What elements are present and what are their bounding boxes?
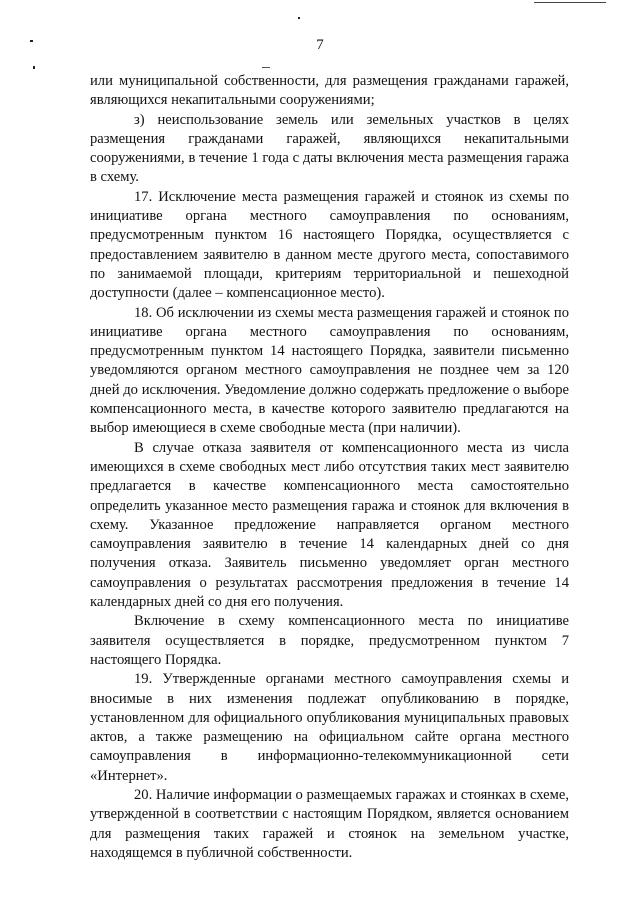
paragraph-item-18-inclusion: Включение в схему компенсационного места по инициативе заявителя осуществляется в порядке, предусмотренном пунктом 7 настоящего Порядка. (90, 613, 569, 668)
paragraph-item-17: 17. Исключение места размещения гаражей и стоянок из схемы по инициативе органа местного самоуправления по основаниям, предусмотренным пунктом 16 настоящего Порядка, осуществляется с предоставлением заявителю в данном месте другого места, сопоставимого по занимаемой площади, критериям территориальной и пешеходной доступности (далее – компенсационное место). (90, 188, 569, 302)
scan-artifact-dot (298, 17, 300, 19)
scan-artifact-dot (33, 66, 35, 69)
scan-artifact-line (534, 2, 606, 3)
paragraph-item-18-refusal: В случае отказа заявителя от компенсационного места из числа имеющихся в схеме свободных мест либо отсутствия таких мест заявителю предлагается в качестве компенсационного места самостоятельно определить указанное место размещения гаража и стоянок для включения в схему. Указанное предложение направляется органом местного самоуправления заявителю в течение 14 календарных дней со дня получения отказа. Заявитель письменно уведомляет орган местного самоуправления о результатах рассмотрения предложения в течение 14 календарных дней со дня его получения. (90, 439, 569, 611)
paragraph-item-20: 20. Наличие информации о размещаемых гаражах и стоянках в схеме, утвержденной в соответствии с настоящим Порядком, является основанием для размещения таких гаражей и стоянок на земельном участке, находящемся в публичной собственности. (90, 786, 570, 861)
scan-artifact-dash (262, 67, 270, 68)
paragraph-item-19: 19. Утвержденные органами местного самоуправления схемы и вносимые в них изменения подлежат опубликованию в порядке, установленном для официального опубликования муниципальных правовых актов, а также размещению на официальном сайте органа местного самоуправления в информационно-телекоммуникационной сети «Интернет». (90, 671, 569, 784)
document-body (90, 72, 569, 863)
paragraph-item-18: 18. Об исключении из схемы места размещения гаражей и стоянок по инициативе органа местного самоуправления по основаниям, предусмотренным пунктом 14 настоящего Порядка, заявители письменно уведомляются органом местного самоуправления не позднее чем за 120 дней до исключения. Уведомление должно содержать предложение о выборе компенсационного места, в качестве которого заявителю предлагаются на выбор имеющиеся в схеме свободные места (при наличии). (90, 304, 569, 437)
page-number: 7 (316, 37, 324, 53)
paragraph-item-3: з) неиспользование земель или земельных участков в целях размещения гражданами гаражей, являющихся некапитальными сооружениями, в течение 1 года с даты включения места размещения гаража в схему. (90, 111, 569, 186)
paragraph-continuation: или муниципальной собственности, для размещения гражданами гаражей, являющихся некапитальными сооружениями; (90, 73, 569, 109)
